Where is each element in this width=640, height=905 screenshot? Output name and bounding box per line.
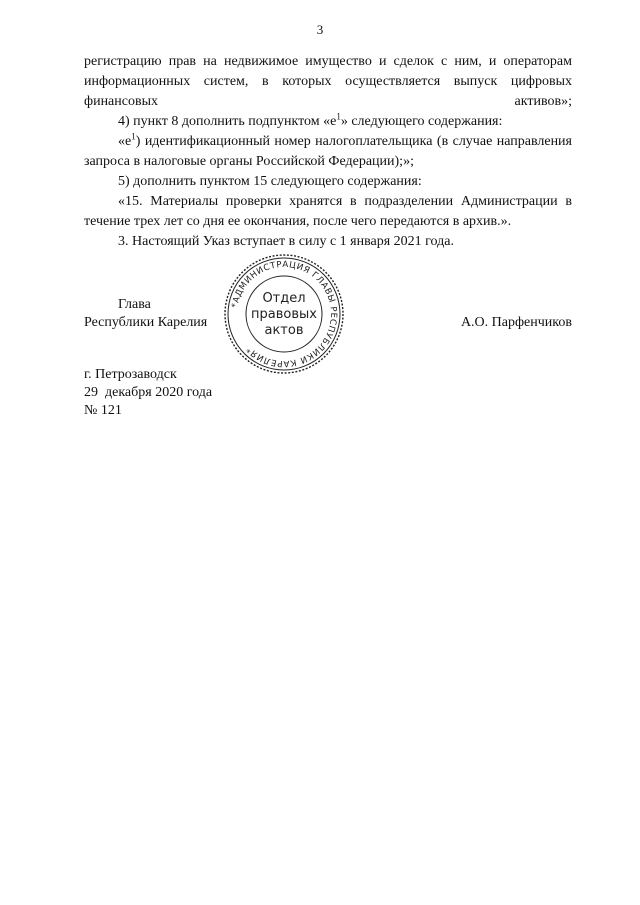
issuance-date: 29 декабря 2020 года — [84, 385, 213, 400]
paragraph-subitem-e1-text-start: «е — [118, 134, 132, 149]
paragraph-registration-text: регистрацию прав на недвижимое имущество и сделок с ним, и операторам информационных систем, в которых осуществляется выпуск цифровых финансовых активов»; — [84, 54, 572, 109]
superscript-index: 1 — [131, 131, 136, 142]
signatory-title — [84, 296, 207, 332]
paragraph-effective-date-text: 3. Настоящий Указ вступает в силу с 1 января 2021 года. — [118, 234, 454, 249]
superscript-index: 1 — [336, 111, 341, 122]
stamp-center-line3: актов — [264, 323, 304, 338]
issuance-block — [84, 366, 212, 420]
paragraph-item-5-text: 5) дополнить пунктом 15 следующего содержания: — [118, 174, 422, 189]
stamp-center-line2: правовых — [251, 307, 317, 322]
stamp-center-line1: Отдел — [262, 291, 306, 306]
decree-body — [84, 52, 572, 252]
paragraph-item-4-text-end: » следующего содержания: — [340, 114, 503, 129]
signatory-title-line2: Республики Карелия — [84, 315, 208, 330]
page-number: 3 — [316, 22, 324, 37]
issuance-place: г. Петрозаводск — [84, 367, 177, 382]
signatory-title-line1: Глава — [118, 297, 151, 312]
paragraph-item-5 — [84, 172, 572, 192]
paragraph-subitem-e1 — [84, 132, 572, 172]
paragraph-item-15-text: «15. Материалы проверки хранятся в подразделении Администрации в течение трех лет со дня ее окончания, после чего передаются в архив.». — [84, 194, 572, 229]
paragraph-item-4-text-start: 4) пункт 8 дополнить подпунктом «е — [118, 114, 337, 129]
official-stamp — [222, 252, 346, 376]
paragraph-item-15 — [84, 192, 572, 232]
paragraph-item-4 — [84, 112, 572, 132]
decree-number: № 121 — [84, 403, 122, 418]
signatory-name: А.О. Парфенчиков — [460, 315, 572, 330]
paragraph-subitem-e1-text-end: ) идентификационный номер налогоплательщика (в случае направления запроса в налоговые органы Российской Федерации);»; — [84, 134, 572, 169]
paragraph-registration — [84, 52, 572, 112]
stamp-ring-text: *АДМИНИСТРАЦИЯ ГЛАВЫ РЕСПУБЛИКИ КАРЕЛИЯ* — [230, 259, 339, 369]
paragraph-effective-date — [84, 232, 572, 252]
